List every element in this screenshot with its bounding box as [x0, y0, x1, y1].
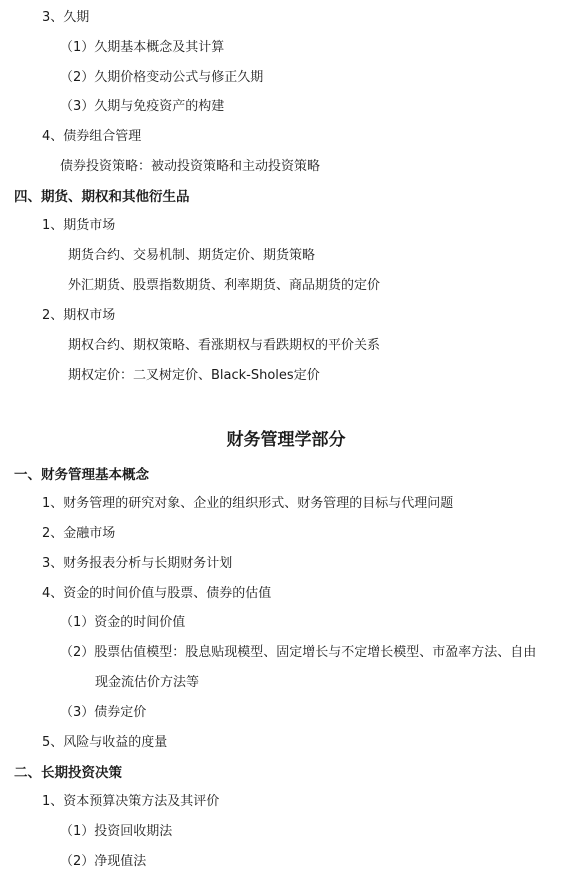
list-subitem: （2）净现值法: [60, 854, 147, 869]
list-item: 3、久期: [42, 10, 90, 25]
list-item: 1、期货市场: [42, 218, 116, 233]
list-subitem: （3）债券定价: [60, 705, 147, 720]
list-item: 2、期权市场: [42, 308, 116, 323]
list-subitem: （2）久期价格变动公式与修正久期: [60, 70, 264, 85]
list-subitem: （1）资金的时间价值: [60, 615, 186, 630]
item-description: 期权定价：二叉树定价、Black-Sholes定价: [68, 368, 320, 383]
item-description: 外汇期货、股票指数期货、利率期货、商品期货的定价: [68, 278, 381, 293]
list-subitem: （3）久期与免疫资产的构建: [60, 99, 225, 114]
list-item: 2、金融市场: [42, 526, 116, 541]
section-heading: 一、财务管理基本概念: [14, 467, 149, 483]
list-item: 1、资本预算决策方法及其评价: [42, 794, 220, 809]
item-description: 期货合约、交易机制、期货定价、期货策略: [68, 248, 316, 263]
list-subitem-continuation: 现金流估价方法等: [95, 675, 200, 690]
section-heading: 四、期货、期权和其他衍生品: [14, 189, 190, 205]
list-item: 3、财务报表分析与长期财务计划: [42, 556, 233, 571]
list-subitem: （2）股票估值模型：股息贴现模型、固定增长与不定增长模型、市盈率方法、自由: [60, 645, 537, 660]
part-title: 财务管理学部分: [226, 430, 346, 450]
item-description: 债券投资策略：被动投资策略和主动投资策略: [60, 159, 321, 174]
list-item: 1、财务管理的研究对象、企业的组织形式、财务管理的目标与代理问题: [42, 496, 454, 511]
list-item: 4、资金的时间价值与股票、债券的估值: [42, 586, 272, 601]
section-heading: 二、长期投资决策: [14, 765, 122, 781]
list-subitem: （1）投资回收期法: [60, 824, 173, 839]
list-subitem: （1）久期基本概念及其计算: [60, 40, 225, 55]
list-item: 4、债券组合管理: [42, 129, 142, 144]
list-item: 5、风险与收益的度量: [42, 735, 168, 750]
item-description: 期权合约、期权策略、看涨期权与看跌期权的平价关系: [68, 338, 381, 353]
